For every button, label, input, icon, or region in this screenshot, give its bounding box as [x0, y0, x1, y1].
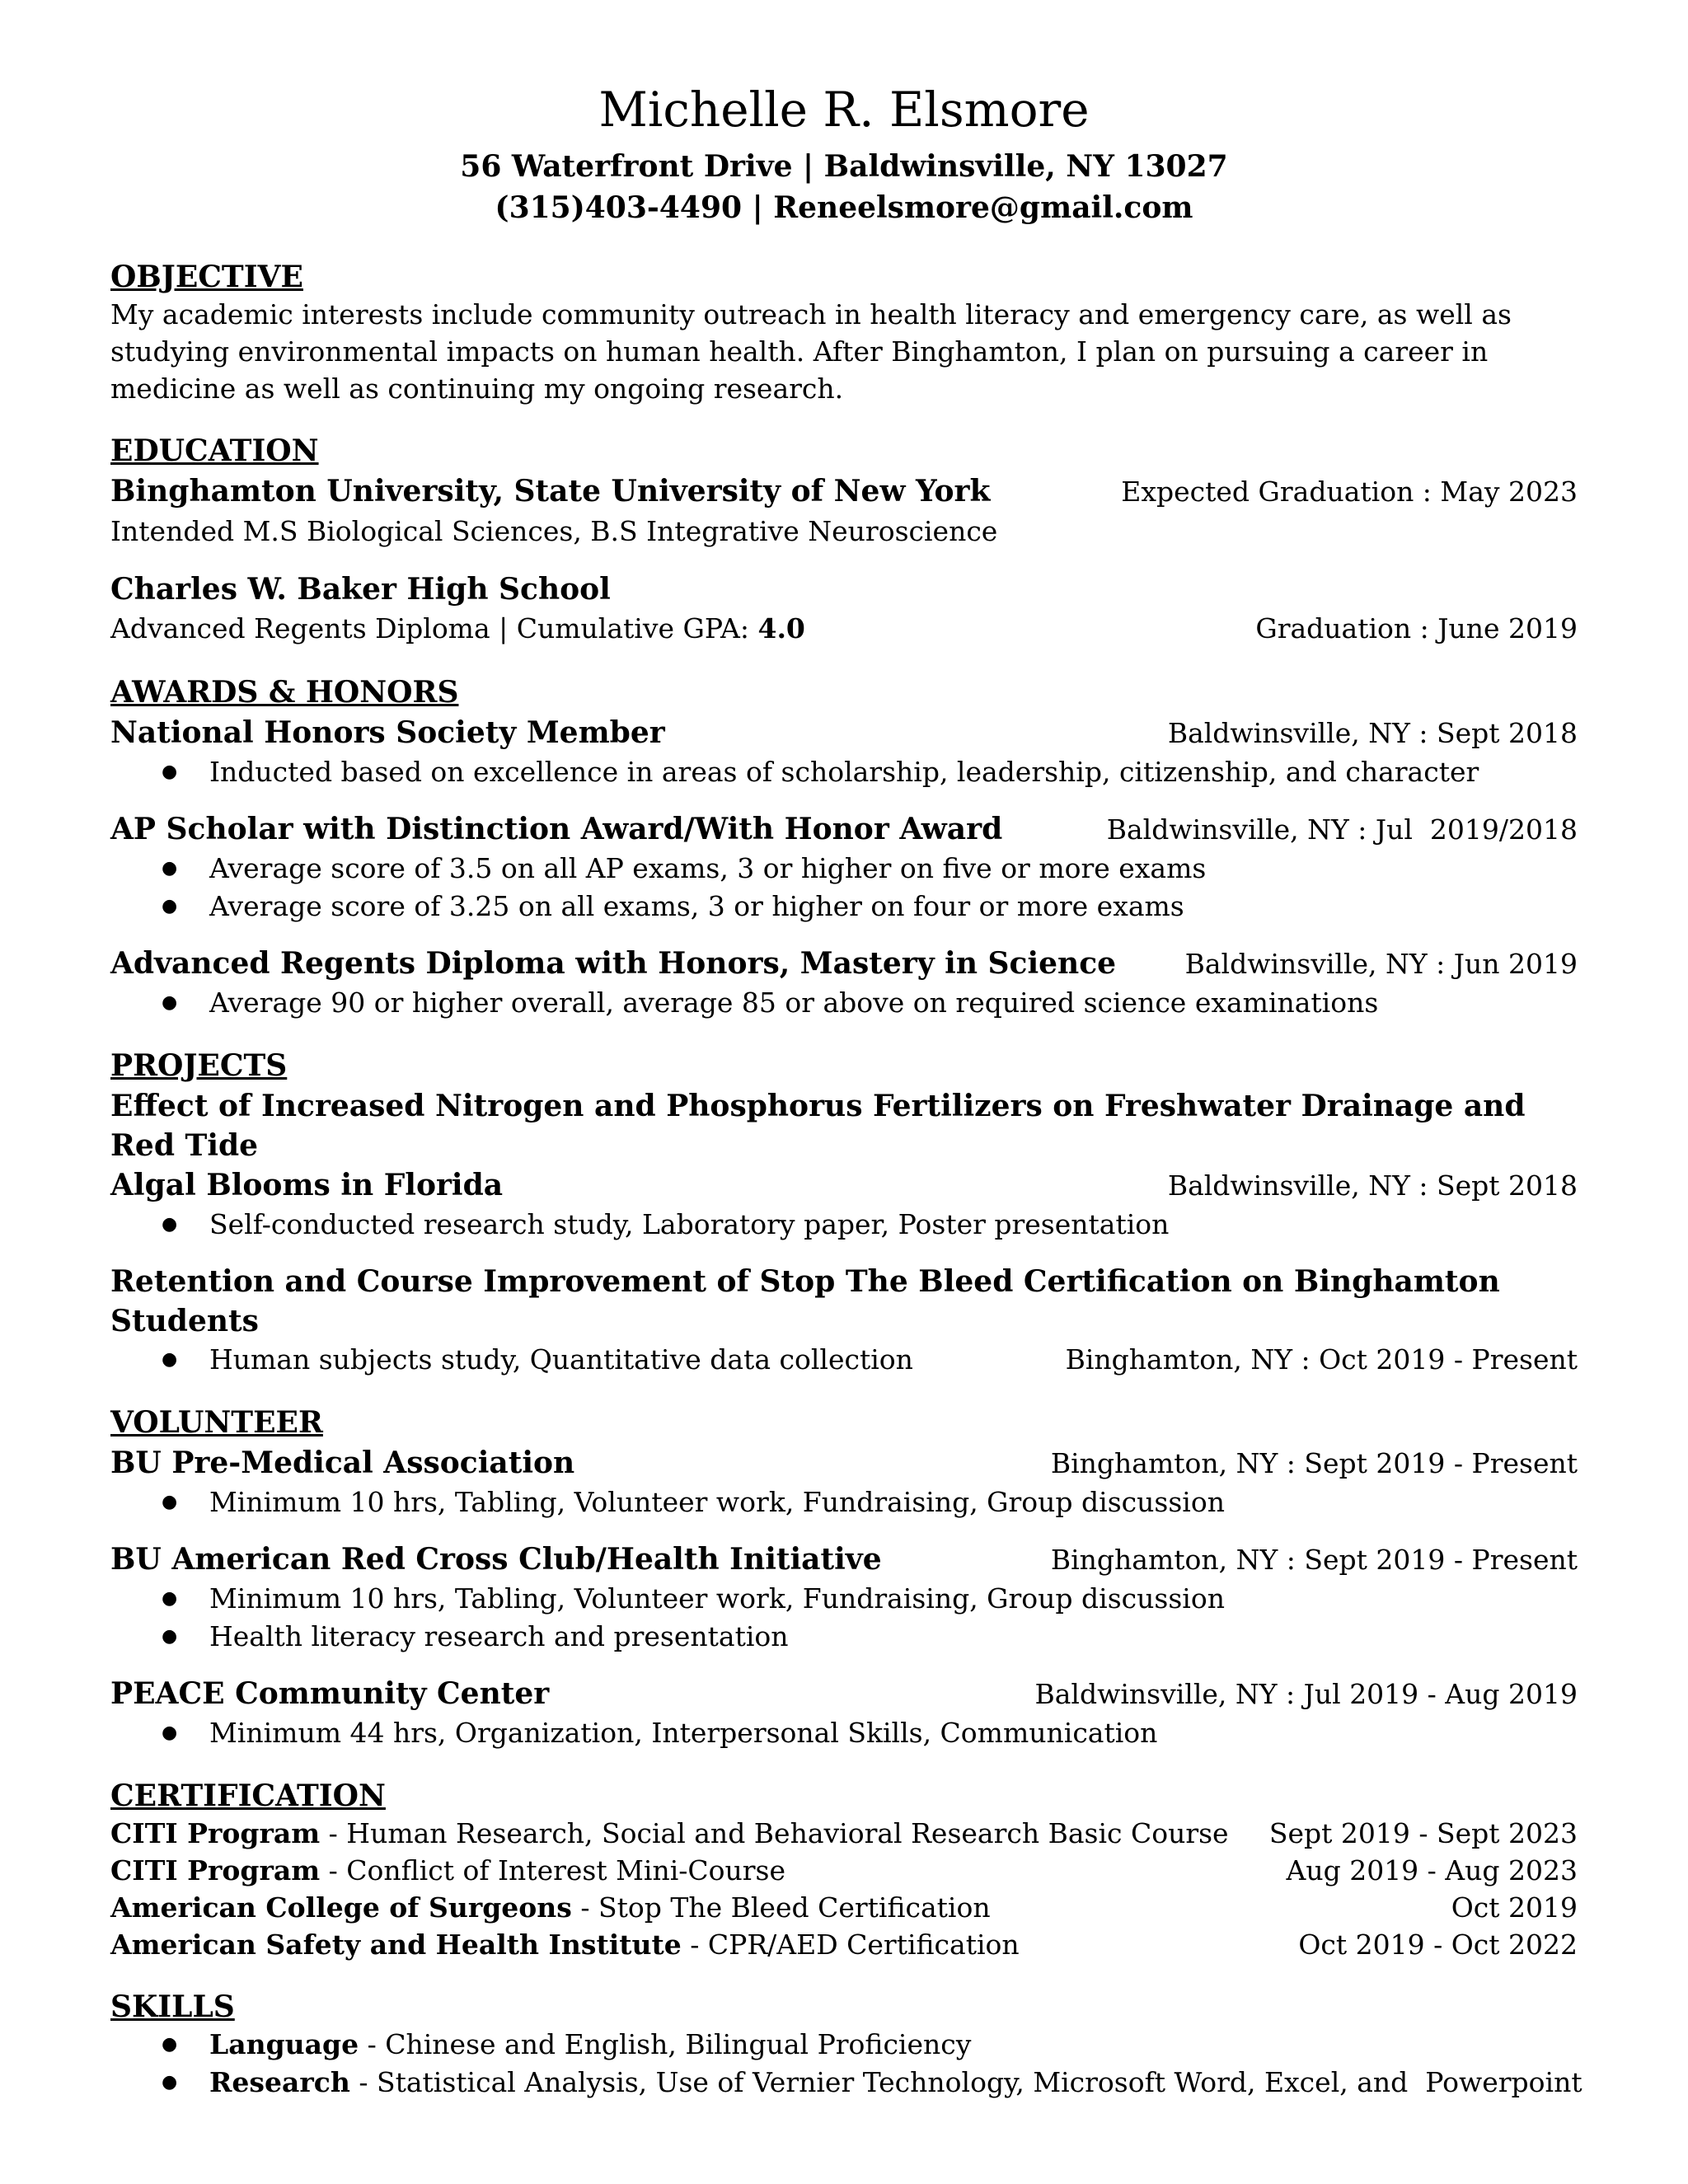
list-item: ● Minimum 10 hrs, Tabling, Volunteer work, Fundraising, Group discussion	[110, 1483, 1578, 1521]
volunteer-date: Binghamton, NY : Sept 2019 - Present	[1050, 1543, 1578, 1576]
section-title-education: EDUCATION	[110, 433, 319, 468]
volunteer-date: Baldwinsville, NY : Jul 2019 - Aug 2019	[1034, 1677, 1578, 1710]
award-title: National Honors Society Member	[110, 715, 665, 750]
education-section	[110, 432, 1578, 649]
volunteer-title: BU Pre-Medical Association	[110, 1445, 575, 1480]
cert-date: Oct 2019	[1451, 1891, 1578, 1924]
education-entry	[110, 569, 1578, 649]
volunteer-entry	[110, 1540, 1578, 1656]
skill-label: Language	[209, 2027, 359, 2060]
certification-row	[110, 1889, 1578, 1926]
project-title: Retention and Course Improvement of Stop The Bleed Certification on Binghamton Students	[110, 1263, 1500, 1338]
resume-page	[110, 82, 1582, 2102]
section-title-certification: CERTIFICATION	[110, 1778, 386, 1813]
section-title-volunteer: VOLUNTEER	[110, 1404, 323, 1440]
certification-row	[110, 1926, 1578, 1963]
cert-desc: - CPR/AED Certification	[681, 1928, 1020, 1961]
cert-desc: - Human Research, Social and Behavioral Research Basic Course	[320, 1816, 1229, 1849]
school-name: Binghamton University, State University of New York	[110, 473, 991, 509]
award-entry	[110, 809, 1578, 926]
school-name: Charles W. Baker High School	[110, 571, 611, 607]
cert-desc: - Conflict of Interest Mini-Course	[320, 1854, 786, 1886]
volunteer-entry	[110, 1674, 1578, 1752]
objective-text: My academic interests include community outreach in health literacy and emergency care, as well as studying environmental impacts on human health. After Binghamton, I plan on pursuing a career in medicine as well as continuing my ongoing research.	[110, 298, 1512, 405]
awards-section	[110, 673, 1578, 1022]
cert-org: American Safety and Health Institute	[110, 1928, 682, 1961]
cert-org: CITI Program	[110, 1816, 321, 1849]
graduation-date: Expected Graduation : May 2023	[1121, 475, 1578, 508]
section-title-objective: OBJECTIVE	[110, 259, 303, 294]
cert-date: Oct 2019 - Oct 2022	[1298, 1928, 1578, 1961]
list-item: ● Average score of 3.5 on all AP exams, 3 or higher on five or more exams	[110, 850, 1578, 888]
education-entry	[110, 471, 1578, 551]
section-title-awards: AWARDS & HONORS	[110, 674, 459, 710]
project-date: Baldwinsville, NY : Sept 2018	[1167, 1169, 1578, 1202]
certification-row	[110, 1852, 1578, 1889]
phone-email-line: (315)403-4490 | Reneelsmore@gmail.com	[495, 190, 1193, 225]
certification-row	[110, 1815, 1578, 1852]
section-title-skills: SKILLS	[110, 1989, 235, 2024]
cert-org: CITI Program	[110, 1854, 321, 1886]
projects-section	[110, 1047, 1578, 1379]
project-date: Binghamton, NY : Oct 2019 - Present	[1065, 1343, 1578, 1376]
resume-header	[110, 82, 1578, 228]
project-entry	[110, 1086, 1578, 1244]
gpa-value: 4.0	[757, 612, 805, 644]
person-name: Michelle R. Elsmore	[598, 82, 1090, 138]
graduation-date: Graduation : June 2019	[1255, 612, 1578, 644]
degree-detail: Intended M.S Biological Sciences, B.S Integrative Neuroscience	[110, 514, 998, 547]
list-item	[110, 1341, 1578, 1379]
volunteer-title: PEACE Community Center	[110, 1675, 550, 1711]
skill-label: Research	[209, 2065, 350, 2098]
volunteer-title: BU American Red Cross Club/Health Initiative	[110, 1541, 882, 1577]
list-item: ● Self-conducted research study, Laboratory paper, Poster presentation	[110, 1206, 1578, 1244]
certification-section	[110, 1777, 1578, 1963]
award-title: Advanced Regents Diploma with Honors, Mastery in Science	[110, 945, 1117, 981]
cert-date: Aug 2019 - Aug 2023	[1286, 1854, 1578, 1886]
award-entry	[110, 713, 1578, 791]
award-title: AP Scholar with Distinction Award/With Honor Award	[110, 811, 1003, 846]
list-item	[110, 2064, 1582, 2102]
volunteer-entry	[110, 1443, 1578, 1521]
award-entry	[110, 944, 1578, 1022]
address-line: 56 Waterfront Drive | Baldwinsville, NY 13027	[460, 148, 1228, 184]
list-item: ● Average 90 or higher overall, average 85 or above on required science examinations	[110, 984, 1578, 1022]
list-item: ● Average score of 3.25 on all exams, 3 or higher on four or more exams	[110, 888, 1578, 926]
award-date: Baldwinsville, NY : Jul 2019/2018	[1106, 813, 1578, 846]
degree-detail: Advanced Regents Diploma | Cumulative GPA: 4.0	[110, 612, 805, 644]
cert-org: American College of Surgeons	[110, 1891, 572, 1924]
list-item: ● Minimum 44 hrs, Organization, Interpersonal Skills, Communication	[110, 1714, 1578, 1752]
award-date: Baldwinsville, NY : Sept 2018	[1167, 716, 1578, 749]
award-date: Baldwinsville, NY : Jun 2019	[1184, 947, 1578, 980]
list-item: ● Inducted based on excellence in areas of scholarship, leadership, citizenship, and character	[110, 753, 1578, 791]
skills-section	[110, 1988, 1582, 2102]
list-item	[110, 2026, 1578, 2064]
skill-text: - Statistical Analysis, Use of Vernier Technology, Microsoft Word, Excel, and Powerpoint	[349, 2065, 1582, 2098]
objective-section	[110, 258, 1578, 407]
cert-desc: - Stop The Bleed Certification	[571, 1891, 991, 1924]
project-bullet-text: ● Human subjects study, Quantitative data collection	[209, 1343, 913, 1376]
list-item: ● Health literacy research and presentation	[110, 1618, 1578, 1656]
volunteer-section	[110, 1404, 1578, 1752]
skill-text: - Chinese and English, Bilingual Proficiency	[359, 2027, 972, 2060]
project-title: Effect of Increased Nitrogen and Phosphorus Fertilizers on Freshwater Drainage and Red Tide	[110, 1088, 1526, 1163]
list-item: ● Minimum 10 hrs, Tabling, Volunteer work, Fundraising, Group discussion	[110, 1580, 1578, 1618]
cert-date: Sept 2019 - Sept 2023	[1268, 1816, 1578, 1849]
section-title-projects: PROJECTS	[110, 1047, 288, 1083]
project-entry	[110, 1262, 1578, 1379]
project-title-cont: Algal Blooms in Florida	[110, 1167, 504, 1202]
volunteer-date: Binghamton, NY : Sept 2019 - Present	[1050, 1446, 1578, 1479]
